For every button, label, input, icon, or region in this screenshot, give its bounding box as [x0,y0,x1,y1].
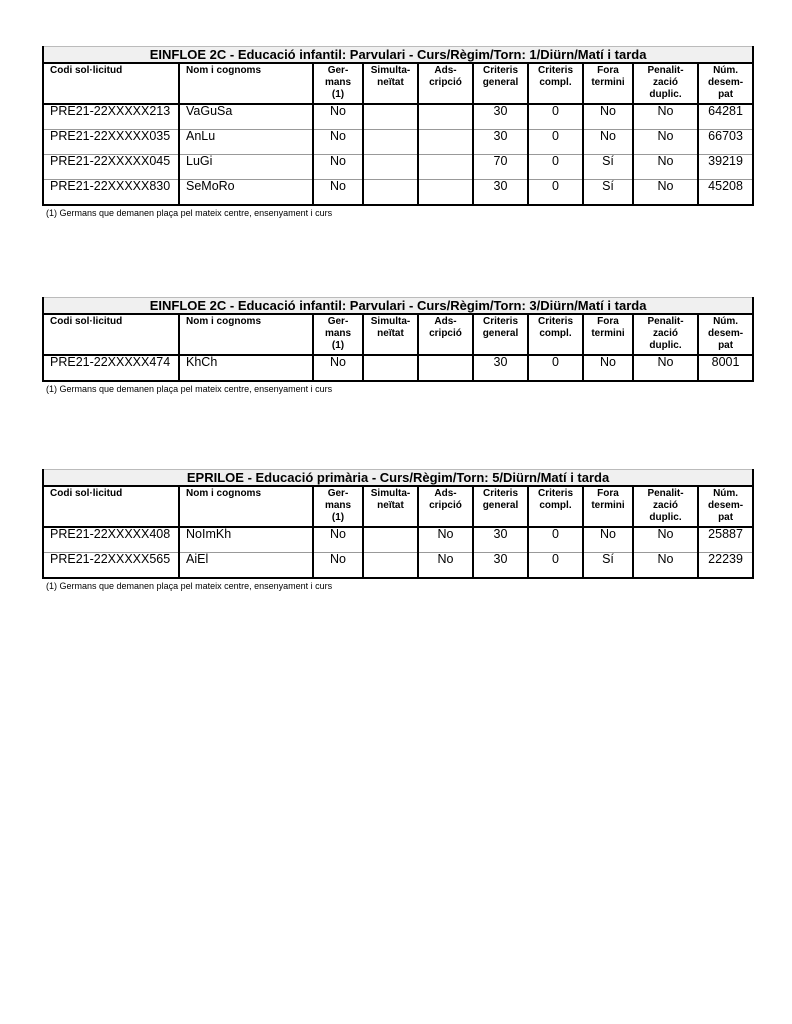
cell-general-criteria: 30 [473,553,528,579]
cell-name: SeMoRo [179,180,313,206]
column-header-siblings: Ger- mans (1) [313,63,363,104]
cell-complementary-criteria: 0 [528,527,583,553]
footnote: (1) Germans que demanen plaça pel mateix centre, ensenyament i curs [46,581,333,591]
cell-general-criteria: 30 [473,527,528,553]
column-header-duplicate-penalty: Penalit- zació duplic. [633,314,698,355]
cell-tiebreak-number: 25887 [698,527,753,553]
table-block-1 [42,46,752,218]
cell-assignment [418,355,473,381]
column-header-tiebreak-number: Núm. desem- pat [698,314,753,355]
admissions-table [42,469,754,579]
column-header-duplicate-penalty: Penalit- zació duplic. [633,486,698,527]
cell-duplicate-penalty: No [633,155,698,180]
cell-general-criteria: 30 [473,355,528,381]
cell-general-criteria: 30 [473,104,528,130]
footnote: (1) Germans que demanen plaça pel mateix centre, ensenyament i curs [46,208,333,218]
header-row [43,314,753,355]
column-header-general-criteria: Criteris general [473,486,528,527]
column-header-siblings: Ger- mans (1) [313,314,363,355]
cell-siblings: No [313,180,363,206]
cell-general-criteria: 30 [473,180,528,206]
cell-request-code: PRE21-22XXXXX565 [43,553,179,579]
cell-simultaneity [363,553,418,579]
column-header-duplicate-penalty: Penalit- zació duplic. [633,63,698,104]
cell-name: LuGi [179,155,313,180]
header-row [43,486,753,527]
cell-out-of-term: Sí [583,155,633,180]
column-header-assignment: Ads- cripció [418,314,473,355]
cell-tiebreak-number: 64281 [698,104,753,130]
cell-tiebreak-number: 45208 [698,180,753,206]
cell-out-of-term: No [583,527,633,553]
cell-assignment [418,155,473,180]
column-header-name: Nom i cognoms [179,486,313,527]
cell-complementary-criteria: 0 [528,553,583,579]
cell-out-of-term: Sí [583,553,633,579]
cell-simultaneity [363,155,418,180]
cell-duplicate-penalty: No [633,527,698,553]
cell-general-criteria: 30 [473,130,528,155]
cell-complementary-criteria: 0 [528,104,583,130]
column-header-request-code: Codi sol·licitud [43,486,179,527]
column-header-out-of-term: Fora termini [583,63,633,104]
column-header-siblings: Ger- mans (1) [313,486,363,527]
column-header-name: Nom i cognoms [179,314,313,355]
column-header-name: Nom i cognoms [179,63,313,104]
cell-request-code: PRE21-22XXXXX213 [43,104,179,130]
cell-request-code: PRE21-22XXXXX408 [43,527,179,553]
cell-tiebreak-number: 39219 [698,155,753,180]
header-row [43,63,753,104]
cell-duplicate-penalty: No [633,355,698,381]
table-row [43,527,753,553]
column-header-request-code: Codi sol·licitud [43,314,179,355]
table-title: EINFLOE 2C - Educació infantil: Parvulari - Curs/Règim/Torn: 1/Diürn/Matí i tarda [43,47,753,64]
cell-request-code: PRE21-22XXXXX830 [43,180,179,206]
cell-assignment [418,180,473,206]
cell-assignment: No [418,527,473,553]
table-title: EPRILOE - Educació primària - Curs/Règim/Torn: 5/Diürn/Matí i tarda [43,470,753,487]
cell-complementary-criteria: 0 [528,180,583,206]
column-header-complementary-criteria: Criteris compl. [528,63,583,104]
cell-simultaneity [363,355,418,381]
column-header-tiebreak-number: Núm. desem- pat [698,486,753,527]
column-header-complementary-criteria: Criteris compl. [528,486,583,527]
cell-request-code: PRE21-22XXXXX474 [43,355,179,381]
column-header-out-of-term: Fora termini [583,486,633,527]
cell-siblings: No [313,104,363,130]
admissions-table [42,46,754,206]
column-header-simultaneity: Simulta- neïtat [363,486,418,527]
table-row [43,155,753,180]
column-header-complementary-criteria: Criteris compl. [528,314,583,355]
cell-siblings: No [313,155,363,180]
cell-request-code: PRE21-22XXXXX035 [43,130,179,155]
column-header-simultaneity: Simulta- neïtat [363,314,418,355]
cell-siblings: No [313,355,363,381]
footnote: (1) Germans que demanen plaça pel mateix centre, ensenyament i curs [46,384,333,394]
column-header-assignment: Ads- cripció [418,63,473,104]
cell-name: NoImKh [179,527,313,553]
table-row [43,355,753,381]
table-row [43,130,753,155]
table-block-2 [42,297,752,394]
column-header-simultaneity: Simulta- neïtat [363,63,418,104]
cell-simultaneity [363,104,418,130]
column-header-general-criteria: Criteris general [473,63,528,104]
cell-tiebreak-number: 22239 [698,553,753,579]
table-title: EINFLOE 2C - Educació infantil: Parvulari - Curs/Règim/Torn: 3/Diürn/Matí i tarda [43,298,753,315]
column-header-tiebreak-number: Núm. desem- pat [698,63,753,104]
cell-simultaneity [363,527,418,553]
cell-request-code: PRE21-22XXXXX045 [43,155,179,180]
table-row [43,104,753,130]
cell-name: AnLu [179,130,313,155]
column-header-general-criteria: Criteris general [473,314,528,355]
column-header-assignment: Ads- cripció [418,486,473,527]
cell-siblings: No [313,553,363,579]
column-header-out-of-term: Fora termini [583,314,633,355]
cell-complementary-criteria: 0 [528,355,583,381]
cell-duplicate-penalty: No [633,130,698,155]
cell-complementary-criteria: 0 [528,130,583,155]
cell-siblings: No [313,130,363,155]
column-header-request-code: Codi sol·licitud [43,63,179,104]
cell-tiebreak-number: 66703 [698,130,753,155]
cell-out-of-term: No [583,130,633,155]
cell-name: KhCh [179,355,313,381]
cell-general-criteria: 70 [473,155,528,180]
cell-simultaneity [363,130,418,155]
cell-name: AiEl [179,553,313,579]
cell-duplicate-penalty: No [633,553,698,579]
cell-siblings: No [313,527,363,553]
table-block-3 [42,469,752,591]
cell-assignment [418,104,473,130]
cell-assignment [418,130,473,155]
cell-out-of-term: Sí [583,180,633,206]
admissions-table [42,297,754,382]
cell-complementary-criteria: 0 [528,155,583,180]
cell-out-of-term: No [583,104,633,130]
cell-duplicate-penalty: No [633,180,698,206]
cell-simultaneity [363,180,418,206]
cell-assignment: No [418,553,473,579]
table-row [43,180,753,206]
cell-name: VaGuSa [179,104,313,130]
cell-out-of-term: No [583,355,633,381]
cell-duplicate-penalty: No [633,104,698,130]
table-row [43,553,753,579]
cell-tiebreak-number: 8001 [698,355,753,381]
